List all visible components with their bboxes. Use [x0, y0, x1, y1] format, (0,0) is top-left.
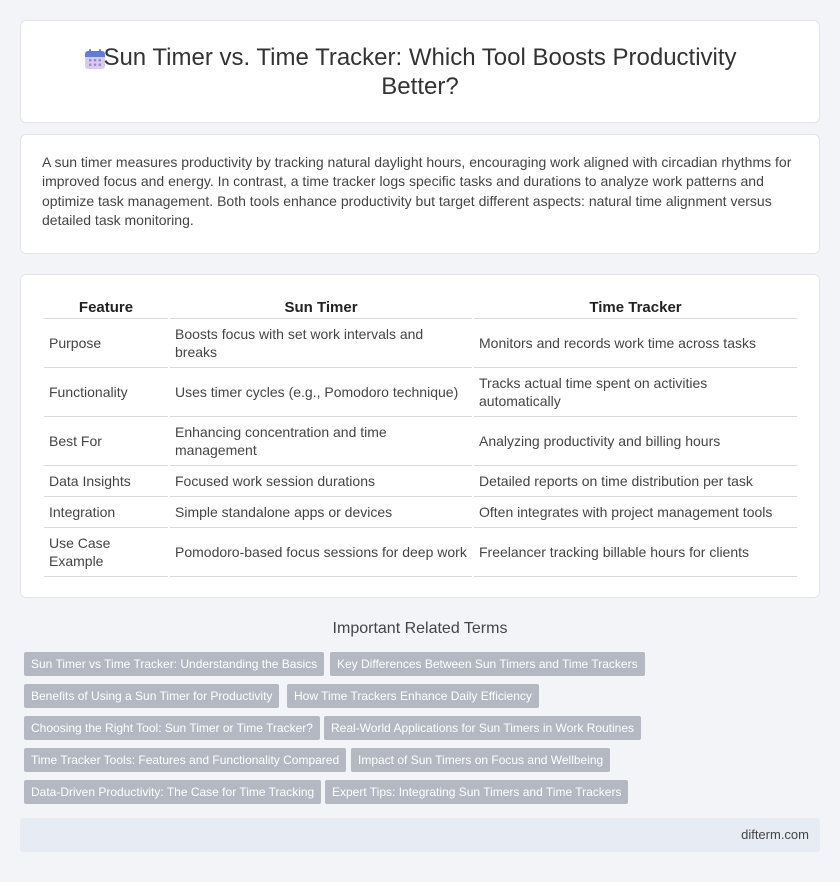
sun-timer-cell: Enhancing concentration and time management — [170, 417, 472, 466]
table-row — [44, 528, 797, 577]
title-card — [20, 20, 820, 123]
time-tracker-cell: Detailed reports on time distribution per task — [474, 466, 797, 497]
table-header-row — [44, 293, 797, 319]
related-term-link[interactable]: Key Differences Between Sun Timers and Time Trackers — [330, 652, 645, 676]
table-row — [44, 319, 797, 368]
comparison-table — [42, 293, 799, 577]
time-tracker-cell: Analyzing productivity and billing hours — [474, 417, 797, 466]
table-row — [44, 497, 797, 528]
related-term-link[interactable]: Choosing the Right Tool: Sun Timer or Time Tracker? — [24, 716, 320, 740]
feature-cell: Best For — [44, 417, 168, 466]
page-title: Sun Timer vs. Time Tracker: Which Tool Boosts Productivity Better? — [103, 44, 737, 100]
sun-timer-cell: Pomodoro-based focus sessions for deep work — [170, 528, 472, 577]
feature-cell: Use Case Example — [44, 528, 168, 577]
related-term-link[interactable]: Time Tracker Tools: Features and Functionality Compared — [24, 748, 346, 772]
header-time-tracker: Time Tracker — [474, 293, 797, 319]
comparison-card — [20, 274, 820, 598]
related-term-link[interactable]: How Time Trackers Enhance Daily Efficiency — [287, 684, 539, 708]
time-tracker-cell: Monitors and records work time across tasks — [474, 319, 797, 368]
intro-card — [20, 134, 820, 254]
time-tracker-cell: Often integrates with project management tools — [474, 497, 797, 528]
feature-cell: Purpose — [44, 319, 168, 368]
feature-cell: Functionality — [44, 368, 168, 417]
footer — [20, 818, 820, 852]
intro-text: A sun timer measures productivity by tracking natural daylight hours, encouraging work aligned with circadian rhythms for improved focus and energy. In contrast, a time tracker logs specific tasks and durations to analyze work patterns and optimize task management. Both tools enhance productivity but target different aspects: natural time alignment versus detailed task monitoring. — [42, 154, 792, 228]
related-term-link[interactable]: Expert Tips: Integrating Sun Timers and Time Trackers — [325, 780, 628, 804]
sun-timer-cell: Focused work session durations — [170, 466, 472, 497]
table-row — [44, 417, 797, 466]
header-sun-timer: Sun Timer — [170, 293, 472, 319]
header-feature: Feature — [44, 293, 168, 319]
feature-cell: Integration — [44, 497, 168, 528]
sun-timer-cell: Simple standalone apps or devices — [170, 497, 472, 528]
time-tracker-cell: Freelancer tracking billable hours for clients — [474, 528, 797, 577]
table-row — [44, 368, 797, 417]
related-term-link[interactable]: Data-Driven Productivity: The Case for Time Tracking — [24, 780, 321, 804]
sun-timer-cell: Uses timer cycles (e.g., Pomodoro technique) — [170, 368, 472, 417]
footer-site[interactable]: difterm.com — [741, 827, 809, 842]
related-term-link[interactable]: Impact of Sun Timers on Focus and Wellbeing — [351, 748, 610, 772]
related-term-link[interactable]: Sun Timer vs Time Tracker: Understanding the Basics — [24, 652, 324, 676]
related-term-link[interactable]: Real-World Applications for Sun Timers in Work Routines — [324, 716, 641, 740]
related-term-link[interactable]: Benefits of Using a Sun Timer for Productivity — [24, 684, 279, 708]
sun-timer-cell: Boosts focus with set work intervals and breaks — [170, 319, 472, 368]
feature-cell: Data Insights — [44, 466, 168, 497]
related-terms-title: Important Related Terms — [332, 620, 508, 637]
table-row — [44, 466, 797, 497]
time-tracker-cell: Tracks actual time spent on activities automatically — [474, 368, 797, 417]
